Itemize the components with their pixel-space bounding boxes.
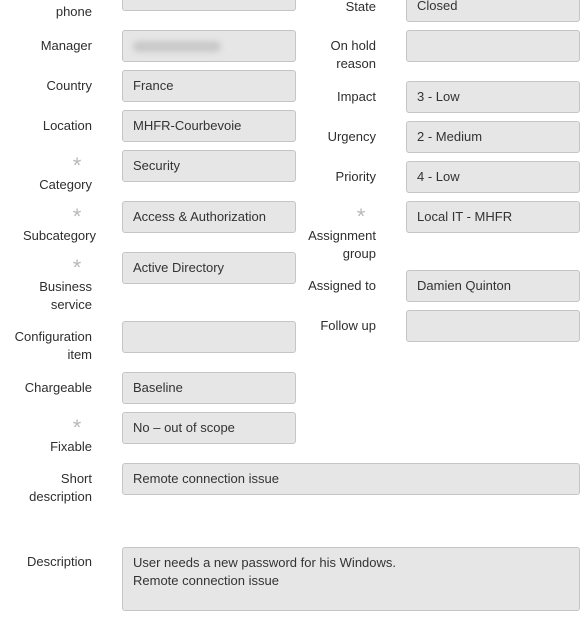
priority-label: Priority [335, 169, 376, 184]
priority-field[interactable]: 4 - Low [406, 161, 580, 193]
required-icon: * [72, 255, 82, 280]
on-hold-reason-field[interactable] [406, 30, 580, 62]
required-icon: * [72, 415, 82, 440]
phone-label: phone [55, 4, 92, 19]
configuration-item-label: Configuration item [14, 329, 92, 362]
fixable-label: * Fixable [0, 420, 92, 456]
on-hold-reason-label: On hold reason [330, 38, 376, 71]
assigned-to-field[interactable]: Damien Quinton [406, 270, 580, 302]
manager-field[interactable] [122, 30, 296, 62]
state-label: State [345, 0, 376, 14]
short-description-label: Short description [29, 471, 92, 504]
urgency-field[interactable]: 2 - Medium [406, 121, 580, 153]
assigned-to-label: Assigned to [308, 278, 376, 293]
phone-field[interactable] [122, 0, 296, 11]
description-label: Description [26, 554, 92, 569]
country-label: Country [46, 78, 92, 93]
description-field[interactable]: User needs a new password for his Windows. Remote connection issue [122, 547, 580, 611]
assignment-group-label: * Assignment group [296, 209, 376, 263]
location-field[interactable]: MHFR-Courbevoie [122, 110, 296, 142]
business-service-field[interactable]: Active Directory [122, 252, 296, 284]
country-field[interactable]: France [122, 70, 296, 102]
state-field[interactable]: Closed [406, 0, 580, 22]
subcategory-field[interactable]: Access & Authorization [122, 201, 296, 233]
business-service-label: * Business service [0, 260, 92, 314]
short-description-field[interactable]: Remote connection issue [122, 463, 580, 495]
follow-up-label: Follow up [320, 318, 376, 333]
assignment-group-field[interactable]: Local IT - MHFR [406, 201, 580, 233]
follow-up-field[interactable] [406, 310, 580, 342]
redacted-manager-name [133, 41, 221, 52]
configuration-item-field[interactable] [122, 321, 296, 353]
subcategory-label: * Subcategory [0, 209, 96, 245]
impact-label: Impact [336, 89, 376, 104]
category-label: * Category [0, 158, 92, 194]
required-icon: * [72, 204, 82, 229]
impact-field[interactable]: 3 - Low [406, 81, 580, 113]
chargeable-field[interactable]: Baseline [122, 372, 296, 404]
urgency-label: Urgency [327, 129, 376, 144]
required-icon: * [356, 204, 366, 229]
location-label: Location [42, 118, 92, 133]
manager-label: Manager [40, 38, 92, 53]
required-icon: * [72, 153, 82, 178]
chargeable-label: Chargeable [24, 380, 92, 395]
fixable-field[interactable]: No – out of scope [122, 412, 296, 444]
category-field[interactable]: Security [122, 150, 296, 182]
